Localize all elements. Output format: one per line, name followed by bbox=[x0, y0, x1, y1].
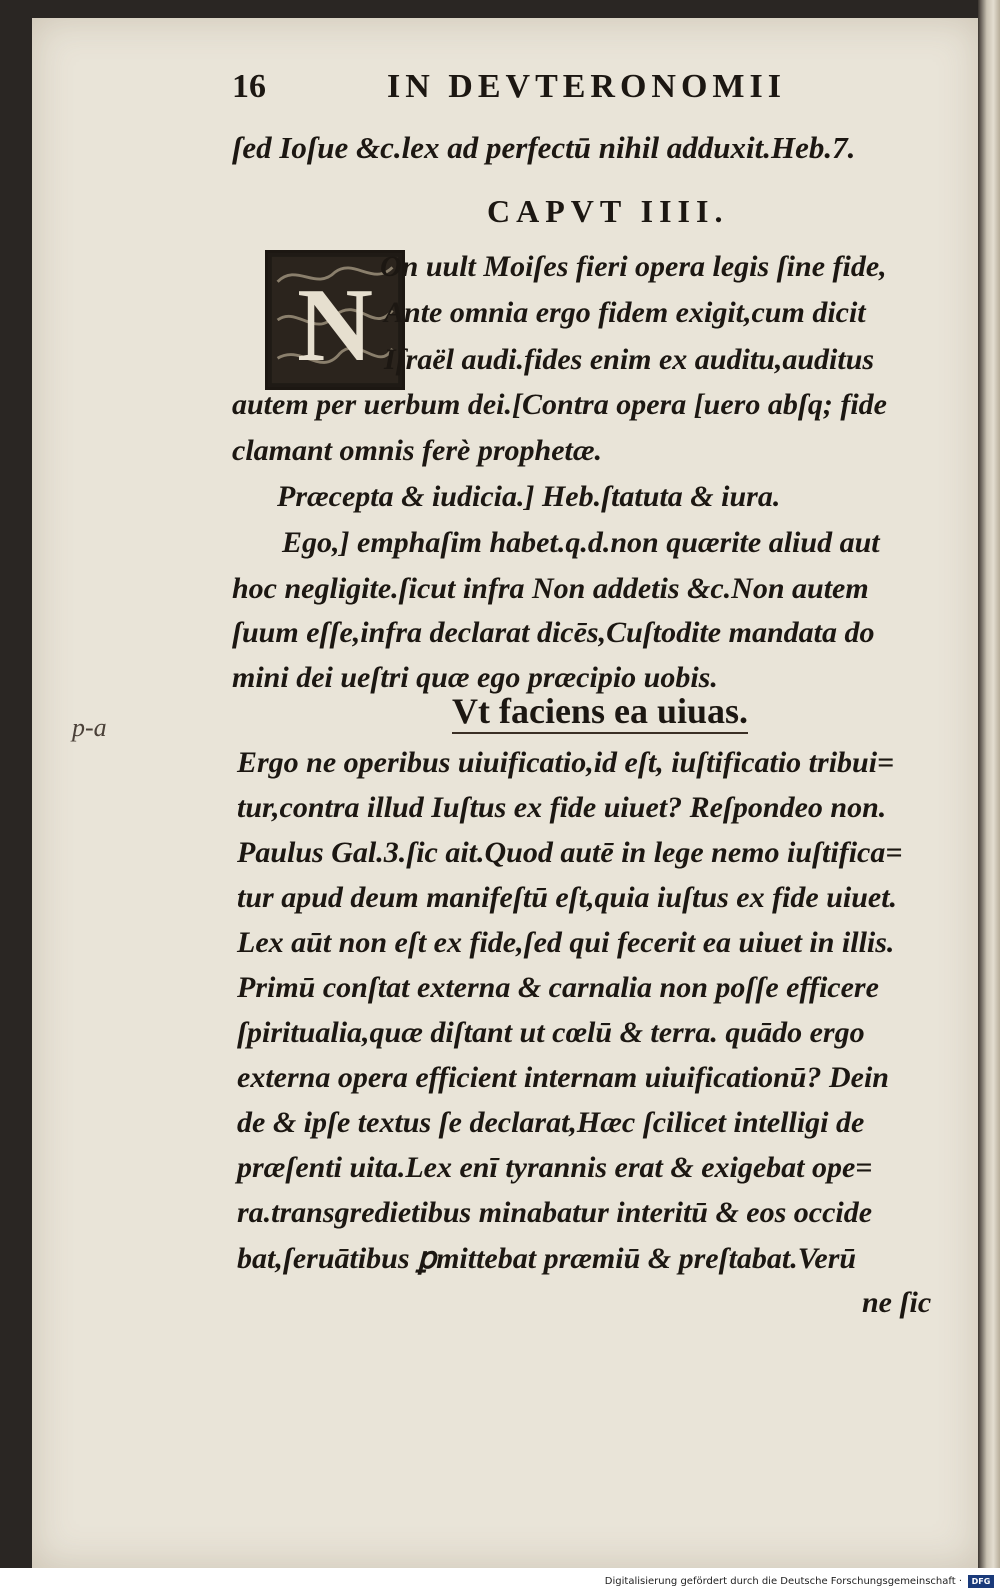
text-line: Lex aūt non eſt ex fide,ſed qui fecerit ea uiuet in illis. bbox=[237, 926, 895, 959]
dfg-logo-icon: DFG bbox=[968, 1575, 994, 1588]
text-line: Ego,] emphaſim habet.q.d.non quærite aliud aut bbox=[282, 526, 880, 559]
section-subheading: Vt faciens ea uiuas. bbox=[452, 690, 748, 734]
text-line: On uult Moiſes fieri opera legis ſine fide, bbox=[380, 250, 887, 283]
text-line: tur apud deum manifeſtū eſt,quia iuſtus ex fide uiuet. bbox=[237, 881, 898, 914]
text-line: hoc negligite.ſicut infra Non addetis &c.Non autem bbox=[232, 572, 869, 605]
text-line: autem per uerbum dei.[Contra opera [uero abſq; fide bbox=[232, 388, 887, 421]
text-line: Primū conſtat externa & carnalia non poſſe efficere bbox=[237, 971, 879, 1004]
text-line: ſuum eſſe,infra declarat dicēs,Cuſtodite mandata do bbox=[232, 616, 875, 649]
text-line: Præcepta & iudicia.] Heb.ſtatuta & iura. bbox=[277, 480, 781, 513]
svg-text:N: N bbox=[296, 266, 374, 384]
text-line: Ante omnia ergo fidem exigit,cum dicit bbox=[384, 296, 866, 329]
text-line: clamant omnis ferè prophetæ. bbox=[232, 434, 603, 467]
book-page bbox=[32, 18, 980, 1568]
text-line: tur,contra illud Iuſtus ex fide uiuet? Reſpondeo non. bbox=[237, 791, 887, 824]
text-line: ſpiritualia,quæ diſtant ut cœlū & terra. quādo ergo bbox=[237, 1016, 865, 1049]
page-edge bbox=[978, 0, 1000, 1568]
text-line: ſed Ioſue &c.lex ad perfectū nihil adduxit.Heb.7. bbox=[232, 130, 856, 165]
text-line: mini dei ueſtri quæ ego præcipio uobis. bbox=[232, 661, 718, 694]
margin-annotation: p-a bbox=[72, 713, 107, 742]
text-line: ra.transgredietibus minabatur interitū & eos occide bbox=[237, 1196, 873, 1229]
text-line: de & ipſe textus ſe declarat,Hæc ſcilicet intelligi de bbox=[237, 1106, 865, 1139]
text-line: externa opera efficient internam uiuificationū? Dein bbox=[237, 1061, 889, 1094]
chapter-heading: CAPVT IIII. bbox=[487, 193, 729, 229]
catchword: ne ſic bbox=[862, 1286, 932, 1319]
text-line: Ergo ne operibus uiuificatio,id eſt, iuſtificatio tribui= bbox=[237, 746, 895, 779]
text-line: Paulus Gal.3.ſic ait.Quod autē in lege nemo iuſtifica= bbox=[237, 836, 903, 869]
funding-credit: Digitalisierung gefördert durch die Deutsche Forschungsgemeinschaft · bbox=[604, 1576, 962, 1587]
text-line: bat,ſeruātibus ꝑmittebat præmiū & preſtabat.Verū bbox=[237, 1242, 857, 1275]
page-number: 16 bbox=[232, 68, 266, 105]
text-line: præſenti uita.Lex enī tyrannis erat & exigebat ope= bbox=[237, 1151, 873, 1184]
digitization-footer bbox=[0, 1568, 1000, 1592]
running-title: IN DEVTERONOMII bbox=[387, 68, 786, 105]
text-line: Iſraël audi.fides enim ex auditu,auditus bbox=[384, 343, 875, 376]
